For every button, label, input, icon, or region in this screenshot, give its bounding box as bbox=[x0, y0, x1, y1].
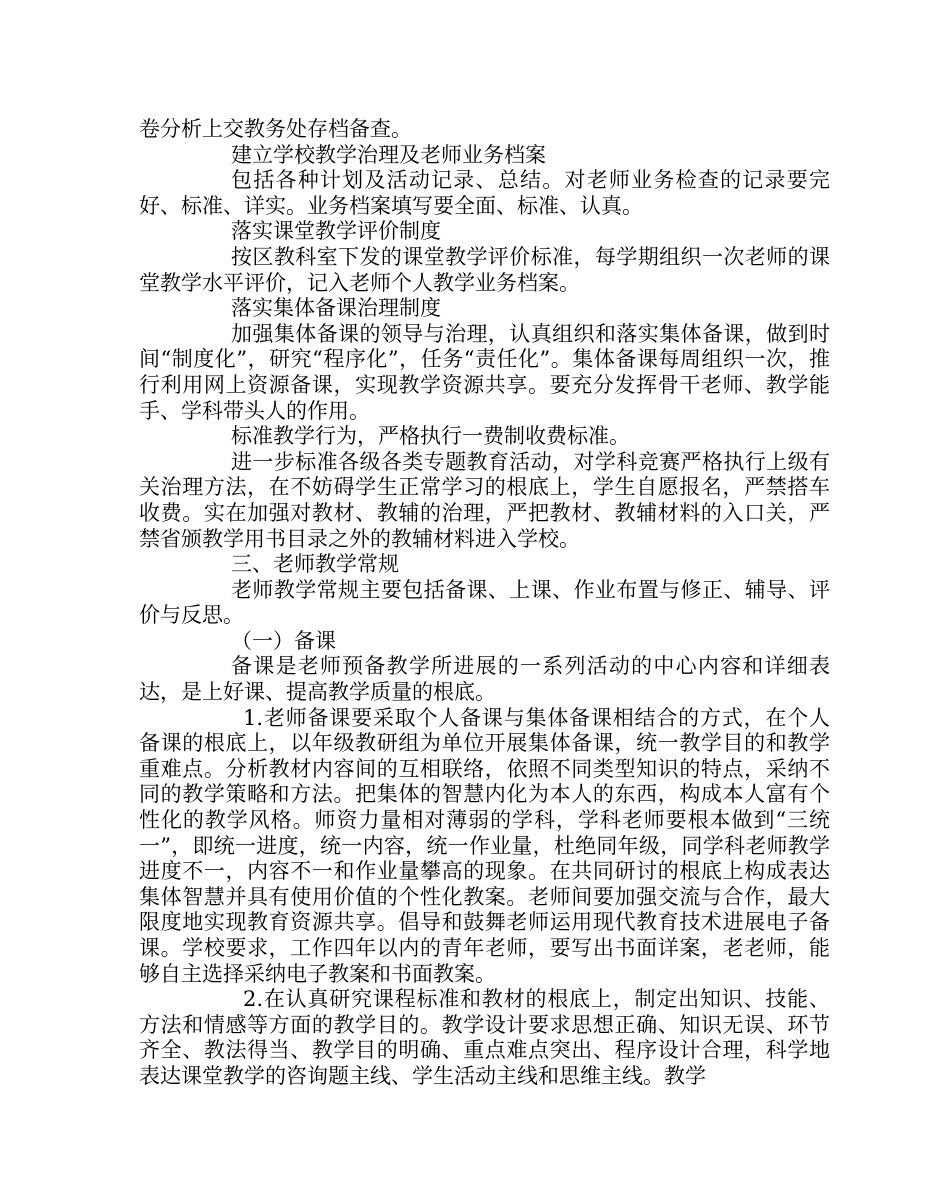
heading-teaching-archives: 建立学校教学治理及老师业务档案 bbox=[231, 142, 546, 167]
paragraph-13: 备课是老师预备教学所进展的一系列活动的中心内容和详细表达，是上好课、提高教学质量的根底。 bbox=[139, 654, 830, 705]
paragraph-11: 老师教学常规主要包括备课、上课、作业布置与修正、辅导、评价与反思。 bbox=[139, 577, 830, 628]
section-heading-3: 三、老师教学常规 bbox=[231, 552, 399, 577]
document-body bbox=[139, 117, 830, 1090]
paragraph-9: 进一步标准各级各类专题教育活动，对学科竞赛严格执行上级有关治理方法，在不妨碍学生正常学习的根底上，学生自愿报名，严禁搭车收费。实在加强对教材、教辅的治理，严把教材、教辅材料的入口关，严禁省颁教学用书目录之外的教辅材料进入学校。 bbox=[139, 449, 830, 551]
paragraph-15: 2.在认真研究课程标准和教材的根底上，制定出知识、技能、方法和情感等方面的教学目的。教学设计要求思想正确、知识无误、环节齐全、教法得当、教学目的明确、重点难点突出、程序设计合理，科学地表达课堂教学的咨询题主线、学生活动主线和思维主线。教学 bbox=[139, 987, 830, 1088]
paragraph-8: 标准教学行为，严格执行一费制收费标准。 bbox=[231, 424, 630, 449]
subsection-heading-lesson-prep: （一）备课 bbox=[231, 628, 336, 653]
heading-collective-prep: 落实集体备课治理制度 bbox=[231, 296, 441, 321]
paragraph-7: 加强集体备课的领导与治理，认真组织和落实集体备课，做到时间“制度化”，研究“程序化”，任务“责任化”。集体备课每周组织一次，推行利用网上资源备课，实现教学资源共享。要充分发挥骨干老师、教学能手、学科带头人的作用。 bbox=[139, 321, 830, 423]
paragraph-1: 卷分析上交教务处存档备查。 bbox=[139, 117, 412, 141]
paragraph-14: 1.老师备课要采取个人备课与集体备课相结合的方式，在个人备课的根底上，以年级教研组为单位开展集体备课，统一教学目的和教学重难点。分析教材内容间的互相联络，依照不同类型知识的特点，采纳不同的教学策略和方法。把集体的智慧内化为本人的东西，构成本人富有个性化的教学风格。师资力量相对薄弱的学科，学科老师要根本做到“三统一”，即统一进度，统一内容，统一作业量，杜绝同年级，同学科老师教学进度不一，内容不一和作业量攀高的现象。在共同研讨的根底上构成表达集体智慧并具有使用价值的个性化教案。老师间要加强交流与合作，最大限度地实现教育资源共享。倡导和鼓舞老师运用现代教育技术进展电子备课。学校要求，工作四年以内的青年老师，要写出书面详案，老老师，能够自主选择采纳电子教案和书面教案。 bbox=[139, 705, 830, 986]
heading-evaluation-system: 落实课堂教学评价制度 bbox=[231, 219, 441, 244]
paragraph-3: 包括各种计划及活动记录、总结。对老师业务检查的记录要完好、标准、详实。业务档案填写要全面、标准、认真。 bbox=[139, 168, 830, 218]
paragraph-5: 按区教科室下发的课堂教学评价标准，每学期组织一次老师的课堂教学水平评价，记入老师个人教学业务档案。 bbox=[139, 244, 830, 295]
